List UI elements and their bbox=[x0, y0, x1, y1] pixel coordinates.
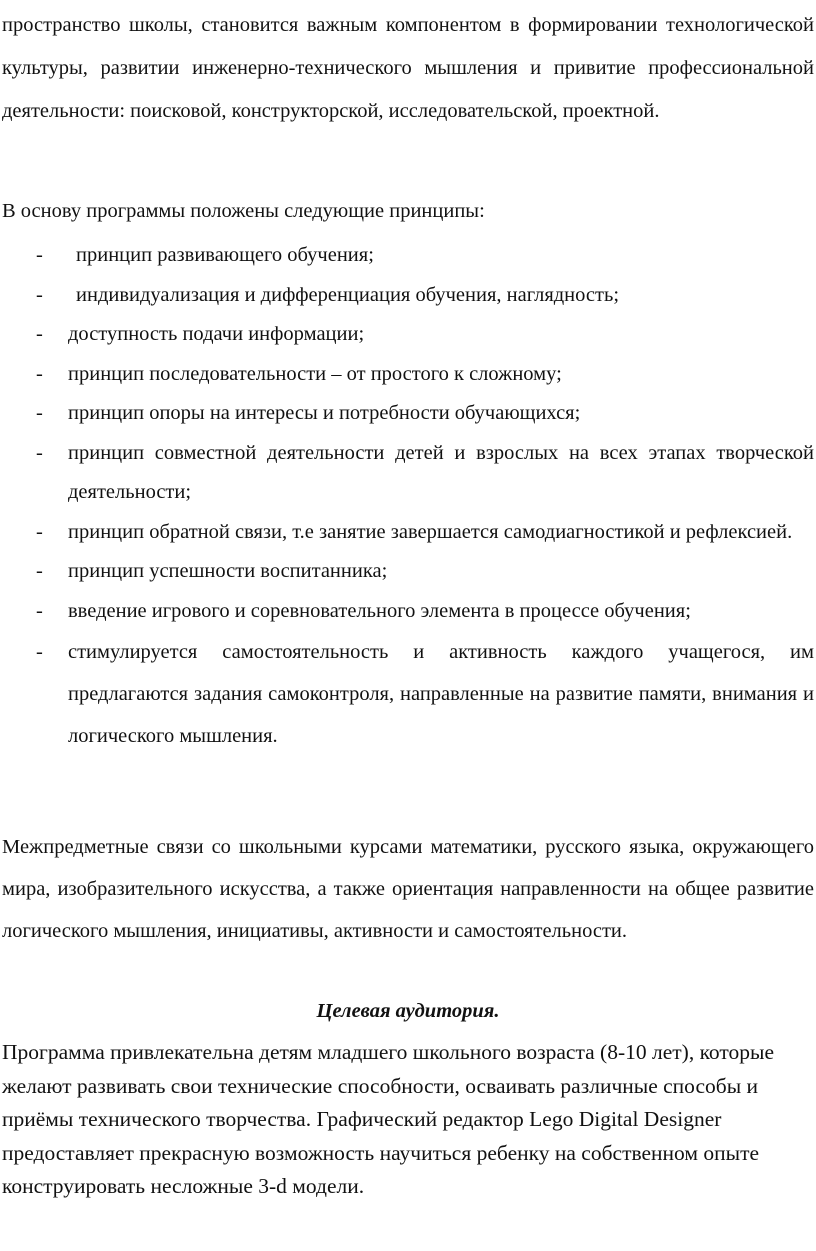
list-dash: - bbox=[36, 402, 43, 424]
list-dash: - bbox=[36, 641, 43, 663]
list-dash: - bbox=[36, 441, 43, 464]
list-item-text: индивидуализация и дифференциация обучения, наглядность; bbox=[76, 283, 620, 306]
list-item-text: принцип опоры на интересы и потребности обучающихся; bbox=[68, 402, 581, 424]
interdisciplinary-paragraph: Межпредметные связи со школьными курсами математики, русского языка, окружающего мира, изобразительного искусства, а также ориентация направленности на общее развитие логического мышления, инициативы, активности и самостоятельности. bbox=[2, 836, 814, 942]
list-item-text: принцип обратной связи, т.е занятие завершается самодиагностикой и рефлексией. bbox=[68, 520, 793, 543]
list-dash: - bbox=[36, 323, 43, 345]
list-item-text: введение игрового и соревновательного элемента в процессе обучения; bbox=[68, 599, 691, 622]
list-item bbox=[0, 315, 816, 355]
list-item bbox=[0, 355, 816, 395]
intro-paragraph: пространство школы, становится важным компонентом в формировании технологической культуры, развитии инженерно-технического мышления и привитие профессиональной деятельности: поисковой, конструкторской, исследовательской, проектной. bbox=[2, 14, 814, 122]
list-item bbox=[0, 236, 816, 276]
list-item bbox=[0, 513, 816, 553]
list-item bbox=[0, 394, 816, 434]
principles-intro: В основу программы положены следующие принципы: bbox=[2, 200, 485, 222]
list-dash: - bbox=[36, 362, 43, 385]
list-item bbox=[0, 276, 816, 316]
list-item-text: принцип совместной деятельности детей и взрослых на всех этапах творческой деятельности; bbox=[68, 441, 814, 503]
list-item bbox=[0, 434, 816, 513]
list-item-text: доступность подачи информации; bbox=[68, 323, 365, 345]
list-dash: - bbox=[36, 244, 43, 266]
list-item-text: стимулируется самостоятельность и активность каждого учащегося, им предлагаются задания самоконтроля, направленные на развитие памяти, внимания и логического мышления. bbox=[68, 641, 814, 747]
list-item bbox=[0, 631, 816, 757]
list-dash: - bbox=[36, 283, 43, 306]
list-item-text: принцип последовательности – от простого к сложному; bbox=[68, 362, 562, 385]
list-dash: - bbox=[36, 560, 43, 582]
audience-paragraph: Программа привлекательна детям младшего школьного возраста (8-10 лет), которые желают развивать свои технические способности, осваивать различные способы и приёмы технического творчества. Графический редактор Lego Digital Designer предоставляет прекрасную возможность научиться ребенку на собственном опыте конструировать несложные 3-d модели. bbox=[2, 1040, 774, 1198]
list-item-text: принцип успешности воспитанника; bbox=[68, 560, 388, 582]
list-item-text: принцип развивающего обучения; bbox=[76, 244, 374, 266]
list-item bbox=[0, 552, 816, 592]
principles-list bbox=[0, 236, 816, 757]
list-dash: - bbox=[36, 520, 43, 543]
list-item bbox=[0, 592, 816, 632]
section-heading: Целевая аудитория. bbox=[316, 1000, 500, 1022]
list-dash: - bbox=[36, 599, 43, 622]
